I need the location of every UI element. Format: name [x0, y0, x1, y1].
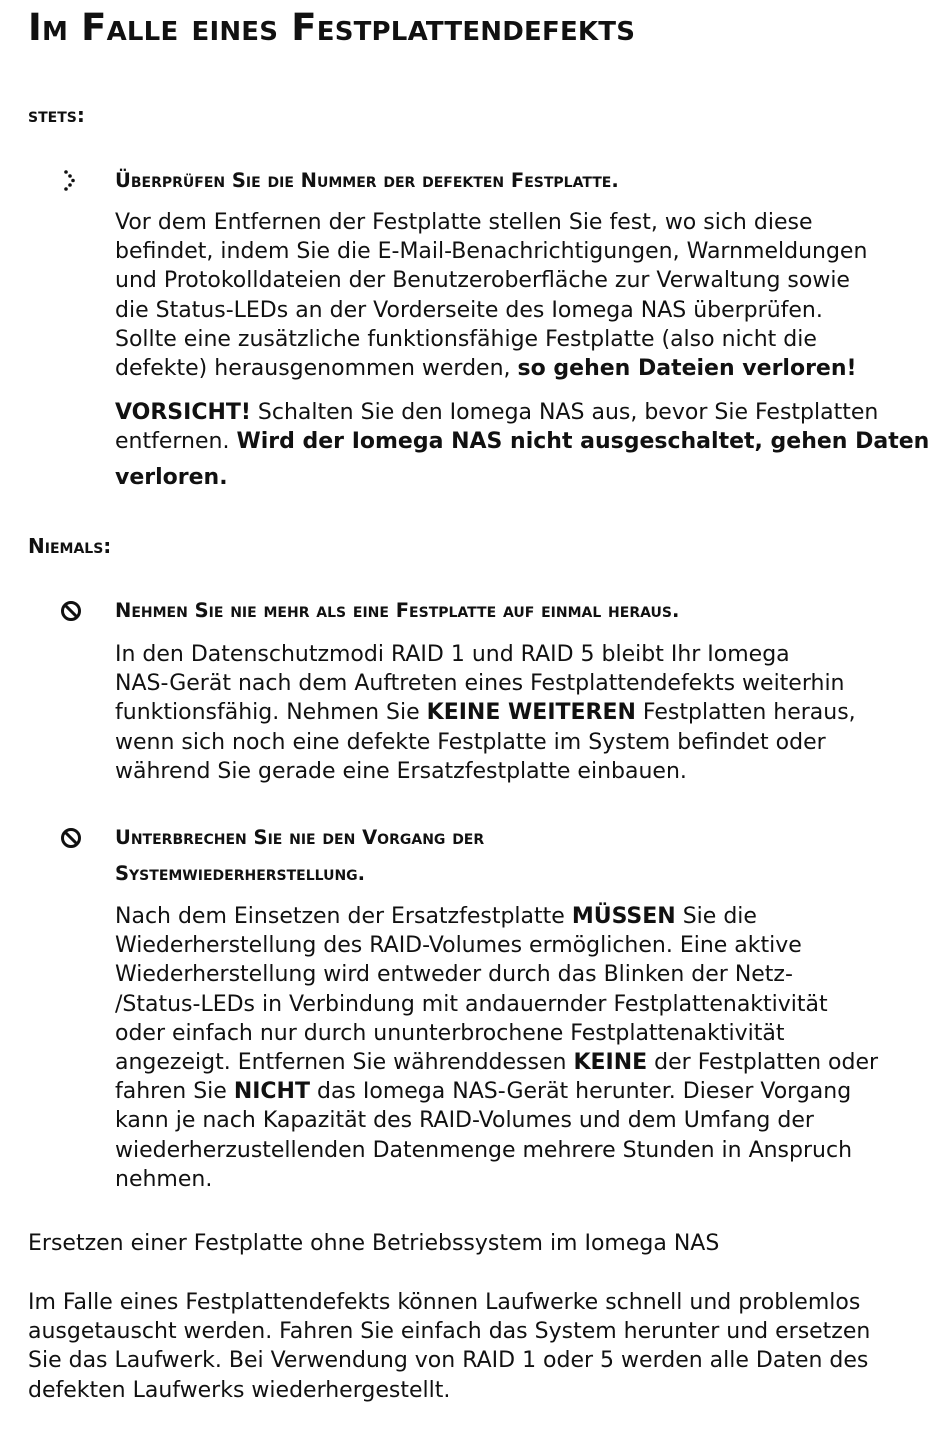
- text-span: Nach dem Einsetzen der Ersatzfestplatte: [115, 904, 572, 929]
- stets-paragraph-2: [115, 398, 930, 493]
- emphasis: KEINE WEITEREN: [426, 700, 636, 726]
- text-line: Wiederherstellung wird entweder durch das Blinken der Netz-: [115, 962, 793, 988]
- text-span: der Festplatten oder: [647, 1050, 879, 1076]
- text-span: das Iomega NAS-Gerät herunter. Dieser Vorgang: [309, 1079, 852, 1105]
- text-span: Sie die: [675, 904, 757, 929]
- prohibited-icon: [58, 824, 86, 852]
- emphasis: MÜSSEN: [571, 904, 676, 929]
- caution-label: VORSICHT!: [115, 400, 251, 425]
- replace-heading: Ersetzen einer Festplatte ohne Betriebssystem im Iomega NAS: [28, 1231, 720, 1256]
- text-line: [115, 1048, 915, 1077]
- warning-emphasis: verloren.: [115, 465, 228, 491]
- warning-emphasis: Wird der Iomega NAS nicht ausgeschaltet, gehen Daten: [236, 429, 930, 455]
- page-title: Im Falle eines Festplattendefekts: [28, 6, 636, 49]
- arrow-bullet-icon: [58, 167, 86, 195]
- text-line: /Status-LEDs in Verbindung mit andauernder Festplattenaktivität: [115, 991, 828, 1017]
- text-line: Wiederherstellung des RAID-Volumes ermöglichen. Eine aktive: [115, 933, 802, 959]
- text-span: defekte) herausgenommen werden,: [115, 356, 518, 382]
- replace-paragraph: [28, 1288, 928, 1405]
- text-line: befindet, indem Sie die E-Mail-Benachrichtigungen, Warnmeldungen: [115, 239, 868, 265]
- text-span: funktionsfähig. Nehmen Sie: [115, 700, 427, 726]
- text-line: Vor dem Entfernen der Festplatte stellen Sie fest, wo sich diese: [115, 210, 813, 235]
- stets-paragraph-1: [115, 208, 915, 383]
- text-line: Sollte eine zusätzliche funktionsfähige Festplatte (also nicht die: [115, 326, 817, 352]
- text-line: oder einfach nur durch ununterbrochene Festplattenaktivität: [115, 1020, 785, 1046]
- text-line: [115, 698, 915, 727]
- warning-emphasis: so gehen Dateien verloren!: [517, 356, 857, 382]
- text-line: [115, 427, 930, 456]
- text-line: ausgetauscht werden. Fahren Sie einfach das System herunter und ersetzen: [28, 1319, 871, 1345]
- text-line: [115, 463, 915, 492]
- text-span: entfernen.: [115, 429, 237, 455]
- text-line: die Status-LEDs an der Vorderseite des Iomega NAS überprüfen.: [115, 297, 823, 323]
- emphasis: KEINE: [573, 1050, 648, 1076]
- text-line: [115, 902, 915, 931]
- text-span: Schalten Sie den Iomega NAS aus, bevor Sie Festplatten: [250, 400, 879, 425]
- niemals-item-1-paragraph: [115, 640, 915, 786]
- emphasis: NICHT: [233, 1079, 310, 1105]
- text-line: NAS-Gerät nach dem Auftreten eines Festplattendefekts weiterhin: [115, 671, 845, 697]
- prohibited-icon: [58, 597, 86, 625]
- section-label-niemals: Niemals:: [28, 534, 112, 558]
- text-line: [115, 1077, 915, 1106]
- text-line: wiederherzustellenden Datenmenge mehrere Stunden in Anspruch: [115, 1137, 853, 1163]
- section-label-stets: stets:: [28, 103, 85, 127]
- text-line: kann je nach Kapazität des RAID-Volumes und dem Umfang der: [115, 1108, 814, 1134]
- text-line: wenn sich noch eine defekte Festplatte im System befindet oder: [115, 729, 826, 755]
- text-span: fahren Sie: [115, 1079, 234, 1105]
- text-span: angezeigt. Entfernen Sie währenddessen: [115, 1050, 574, 1076]
- niemals-item-2-heading-line-2: Systemwiederherstellung.: [115, 862, 366, 885]
- text-line: Im Falle eines Festplattendefekts können Laufwerke schnell und problemlos: [28, 1290, 861, 1315]
- niemals-item-2-heading-line-1: Unterbrechen Sie nie den Vorgang der: [115, 826, 485, 849]
- text-line: In den Datenschutzmodi RAID 1 und RAID 5 bleibt Ihr Iomega: [115, 642, 790, 667]
- text-line: nehmen.: [115, 1166, 213, 1192]
- text-line: während Sie gerade eine Ersatzfestplatte einbauen.: [115, 758, 687, 784]
- text-line: [115, 354, 915, 383]
- text-span: Festplatten heraus,: [635, 700, 856, 726]
- niemals-item-2-paragraph: [115, 902, 915, 1194]
- text-line: und Protokolldateien der Benutzeroberfläche zur Verwaltung sowie: [115, 268, 850, 294]
- text-line: [115, 398, 915, 427]
- text-line: defekten Laufwerks wiederhergestellt.: [28, 1377, 451, 1403]
- niemals-item-1-heading: Nehmen Sie nie mehr als eine Festplatte auf einmal heraus.: [115, 599, 680, 622]
- text-line: Sie das Laufwerk. Bei Verwendung von RAID 1 oder 5 werden alle Daten des: [28, 1348, 869, 1374]
- stets-item-heading: Überprüfen Sie die Nummer der defekten Festplatte.: [115, 169, 619, 192]
